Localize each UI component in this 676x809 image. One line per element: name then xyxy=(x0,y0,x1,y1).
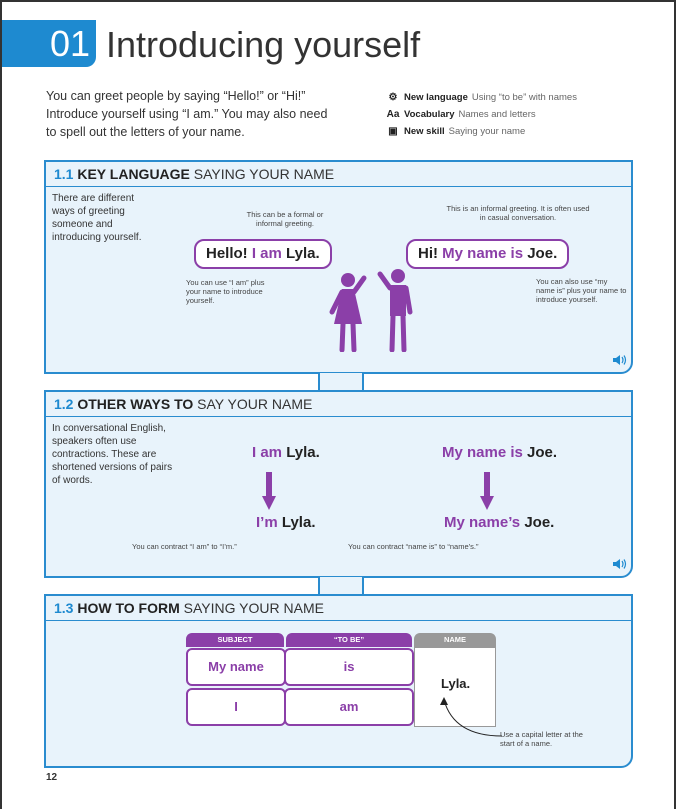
meta-new-skill xyxy=(386,123,577,140)
speech-bubble-right: Hi! My name is Joe. xyxy=(406,239,569,269)
puzzle-icon: ▣ xyxy=(388,126,398,137)
page-border-left xyxy=(0,0,2,809)
page-border-top xyxy=(0,0,676,2)
section-side-text: There are different ways of greeting someone and introducing yourself. xyxy=(52,193,142,243)
section-heading: 1.1 KEY LANGUAGE SAYING YOUR NAME xyxy=(54,166,335,182)
section-heading: 1.2 OTHER WAYS TO SAY YOUR NAME xyxy=(54,396,313,412)
woman-figure-icon xyxy=(328,272,370,352)
section-divider xyxy=(46,186,631,187)
annotation-contract-i-am: You can contract “I am” to “I’m.” xyxy=(132,542,237,551)
speech-bubble-left: Hello! I am Lyla. xyxy=(194,239,332,269)
cell-subject-my-name: My name xyxy=(186,648,286,686)
cell-subject-i: I xyxy=(186,688,286,726)
annotation-left-bottom: You can use “I am” plus your name to introduce yourself. xyxy=(186,278,265,305)
phrase-my-name-is: My name is Joe. xyxy=(442,444,558,461)
meta-new-language xyxy=(386,89,577,106)
meta-value: Saying your name xyxy=(448,126,526,137)
man-figure-icon xyxy=(376,268,418,352)
cell-verb-is: is xyxy=(284,648,414,686)
lesson-meta xyxy=(386,89,577,140)
phrase-i-am: I am Lyla. xyxy=(252,444,320,461)
phrase-im: I’m Lyla. xyxy=(256,514,316,531)
meta-value: Names and letters xyxy=(458,109,536,120)
annotation-arrow xyxy=(436,696,506,740)
column-header-to-be: “TO BE” xyxy=(286,633,412,647)
audio-speaker-icon[interactable] xyxy=(612,354,628,366)
annotation-contract-name-is: You can contract “name is” to “name’s.” xyxy=(348,542,479,551)
intro-text: You can greet people by saying “Hello!” or “Hi!” Introduce yourself using “I am.” You may also need to spell out the letters of your name. xyxy=(46,89,328,139)
meta-value: Using “to be” with names xyxy=(471,92,577,103)
panel-connector xyxy=(318,373,364,391)
down-arrow-icon xyxy=(262,472,276,510)
page-title: Introducing yourself xyxy=(106,24,421,65)
meta-label: Vocabulary xyxy=(404,109,455,120)
phrase-my-names: My name’s Joe. xyxy=(444,514,555,531)
annotation-right-top: This is an informal greeting. It is often used in casual conversation. xyxy=(446,204,590,222)
section-side-text: In conversational English, speakers often use contractions. These are shortened versions of pairs of words. xyxy=(52,423,173,486)
annotation-right-bottom: You can also use “my name is” plus your name to introduce yourself. xyxy=(536,277,627,304)
section-heading: 1.3 HOW TO FORM SAYING YOUR NAME xyxy=(54,600,324,616)
section-key-language xyxy=(44,160,633,374)
page-number: 12 xyxy=(46,772,58,783)
audio-speaker-icon[interactable] xyxy=(612,558,628,570)
section-other-ways xyxy=(44,390,633,578)
cell-name-lyla: Lyla. xyxy=(414,647,496,727)
down-arrow-icon xyxy=(480,472,494,510)
gear-icon: ⚙ xyxy=(388,92,398,103)
panel-connector xyxy=(318,577,364,595)
section-divider xyxy=(46,620,631,621)
annotation-capital-letter: Use a capital letter at the start of a name. xyxy=(500,730,583,748)
annotation-left-top: This can be a formal or informal greeting. xyxy=(246,210,324,228)
section-divider xyxy=(46,416,631,417)
column-header-subject: SUBJECT xyxy=(186,633,284,647)
meta-vocabulary xyxy=(386,106,577,123)
cell-verb-am: am xyxy=(284,688,414,726)
aa-icon: Aa xyxy=(386,109,400,120)
column-header-name: NAME xyxy=(414,633,496,647)
chapter-number: 01 xyxy=(2,20,96,67)
meta-label: New skill xyxy=(404,126,445,137)
meta-label: New language xyxy=(404,92,468,103)
